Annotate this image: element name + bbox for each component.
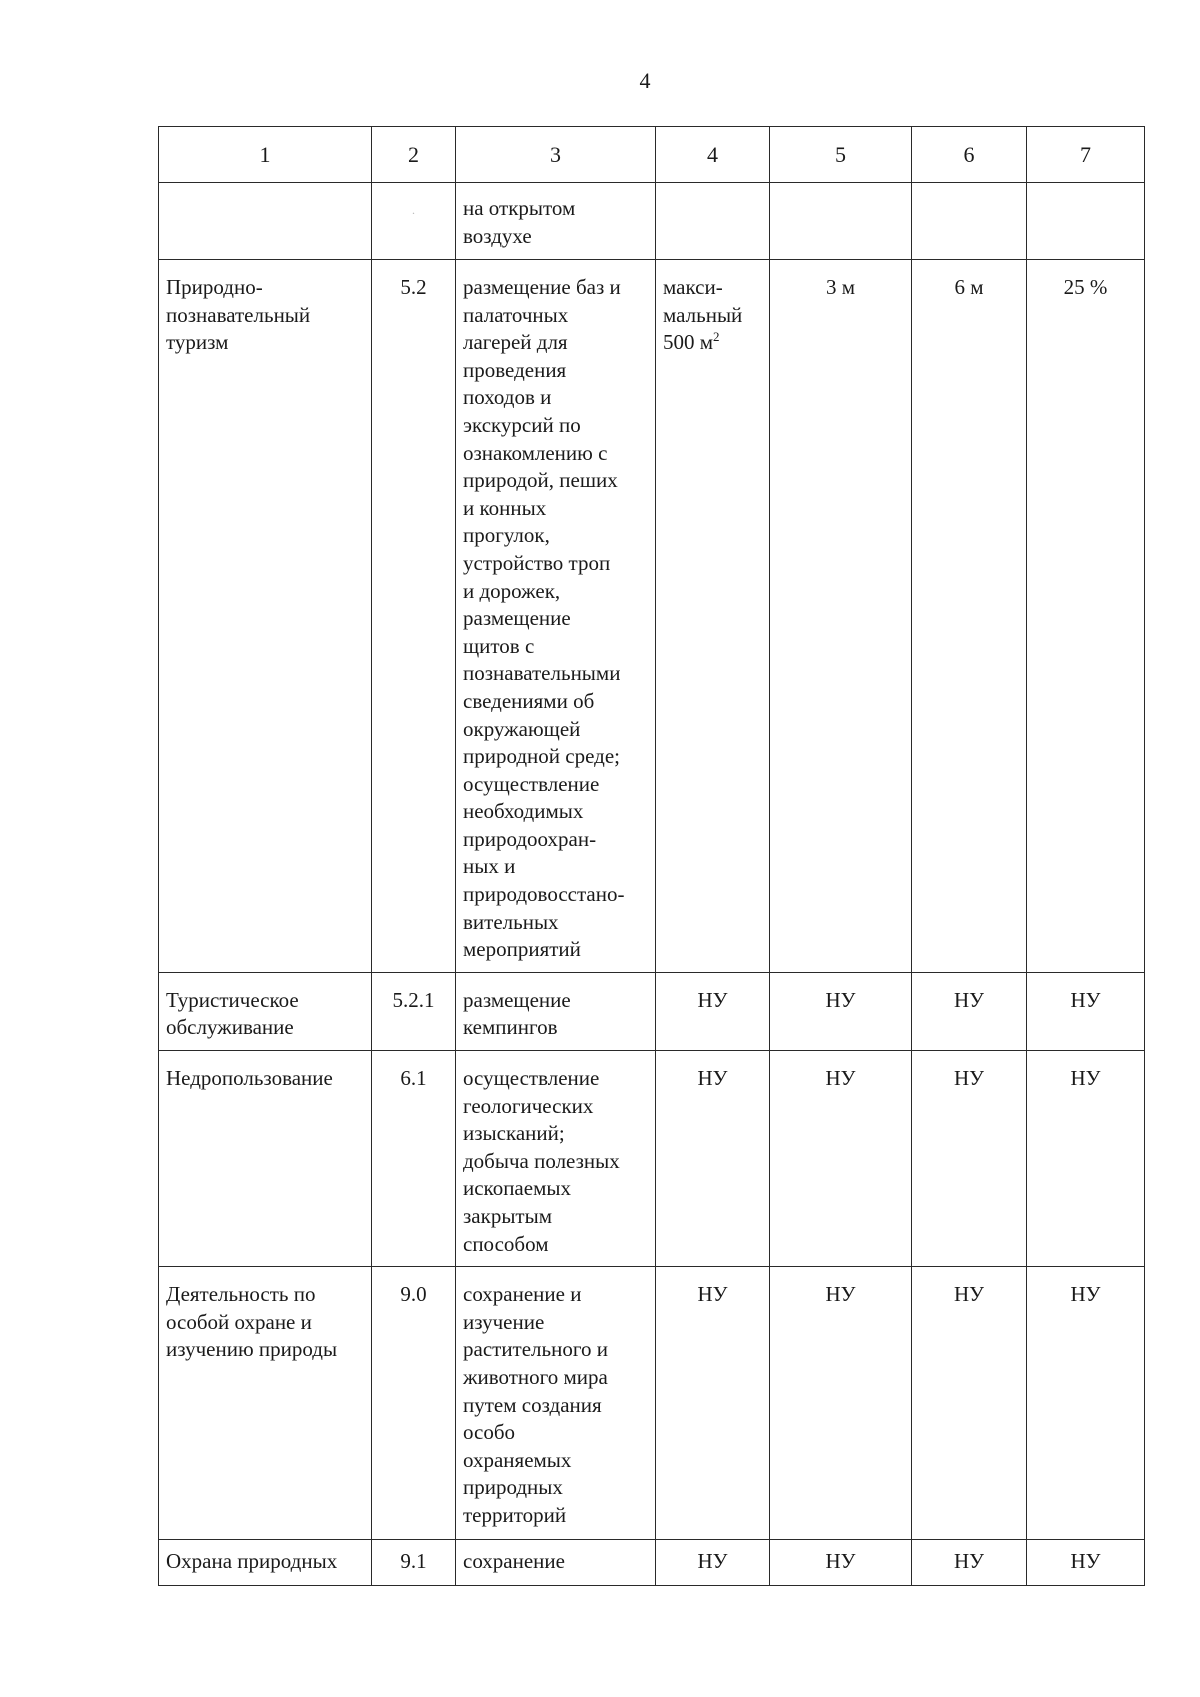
use-description-cell: сохранение xyxy=(456,1540,656,1586)
max-area-cell xyxy=(656,183,770,260)
coverage-cell xyxy=(1027,183,1145,260)
setback-cell: НУ xyxy=(770,1540,912,1586)
column-header-7: 7 xyxy=(1027,127,1145,183)
setback-cell xyxy=(770,183,912,260)
use-description-cell: размещение кемпингов xyxy=(456,972,656,1050)
use-name-cell: Недропользование xyxy=(159,1051,372,1267)
coverage-cell: НУ xyxy=(1027,1267,1145,1540)
column-header-3: 3 xyxy=(456,127,656,183)
table-row xyxy=(159,1540,1145,1586)
header-row xyxy=(159,127,1145,183)
use-code-cell: 9.1 xyxy=(372,1540,456,1586)
use-description-cell: размещение баз и палаточных лагерей для проведения походов и экскурсий по ознакомлению с природой, пеших и конных прогулок, устройство троп и дорожек, размещение щитов с познавательными сведениями об окружающей природной среде; осуществление необходимых природоохран- ных и природовосстано- вительных мероприятий xyxy=(456,260,656,973)
column-header-4: 4 xyxy=(656,127,770,183)
table-row xyxy=(159,972,1145,1050)
max-area-line-1: макси- xyxy=(663,275,723,299)
use-description-cell: осуществление геологических изысканий; добыча полезных ископаемых закрытым способом xyxy=(456,1051,656,1267)
coverage-cell: НУ xyxy=(1027,1540,1145,1586)
use-code-cell: 6.1 xyxy=(372,1051,456,1267)
use-code-cell: 5.2 xyxy=(372,260,456,973)
coverage-cell: НУ xyxy=(1027,972,1145,1050)
use-code-cell: 9.0 xyxy=(372,1267,456,1540)
coverage-cell: НУ xyxy=(1027,1051,1145,1267)
column-header-5: 5 xyxy=(770,127,912,183)
use-name-cell: Природно- познавательный туризм xyxy=(159,260,372,973)
max-area-cell xyxy=(656,260,770,973)
page-number: 4 xyxy=(639,68,651,93)
max-area-cell: НУ xyxy=(656,972,770,1050)
table-row xyxy=(159,183,1145,260)
max-area-cell: НУ xyxy=(656,1267,770,1540)
column-header-2: 2 xyxy=(372,127,456,183)
use-code-cell xyxy=(372,183,456,260)
height-cell xyxy=(912,183,1027,260)
max-area-line-2: мальный xyxy=(663,302,743,327)
table-row xyxy=(159,1051,1145,1267)
setback-cell: 3 м xyxy=(770,260,912,973)
max-area-cell: НУ xyxy=(656,1540,770,1586)
height-cell: НУ xyxy=(912,1267,1027,1540)
use-description-cell: на открытом воздухе xyxy=(456,183,656,260)
table-row xyxy=(159,260,1145,973)
height-cell: 6 м xyxy=(912,260,1027,973)
use-description-cell: сохранение и изучение растительного и животного мира путем создания особо охраняемых природных территорий xyxy=(456,1267,656,1540)
regulations-table xyxy=(158,126,1145,1586)
use-name-cell: Туристическое обслуживание xyxy=(159,972,372,1050)
max-area-value: 500 м xyxy=(663,330,714,355)
max-area-exponent: 2 xyxy=(713,329,720,345)
height-cell: НУ xyxy=(912,1540,1027,1586)
use-name-cell: Деятельность по особой охране и изучению природы xyxy=(159,1267,372,1540)
max-area-line-3 xyxy=(663,329,762,357)
table-row xyxy=(159,1267,1145,1540)
use-name-cell: Охрана природных xyxy=(159,1540,372,1586)
height-cell: НУ xyxy=(912,972,1027,1050)
max-area-cell: НУ xyxy=(656,1051,770,1267)
setback-cell: НУ xyxy=(770,1051,912,1267)
height-cell: НУ xyxy=(912,1051,1027,1267)
coverage-cell: 25 % xyxy=(1027,260,1145,973)
column-header-6: 6 xyxy=(912,127,1027,183)
use-code-cell: 5.2.1 xyxy=(372,972,456,1050)
column-header-1: 1 xyxy=(159,127,372,183)
use-name-cell xyxy=(159,183,372,260)
setback-cell: НУ xyxy=(770,1267,912,1540)
scan-mark: · xyxy=(411,206,416,220)
setback-cell: НУ xyxy=(770,972,912,1050)
